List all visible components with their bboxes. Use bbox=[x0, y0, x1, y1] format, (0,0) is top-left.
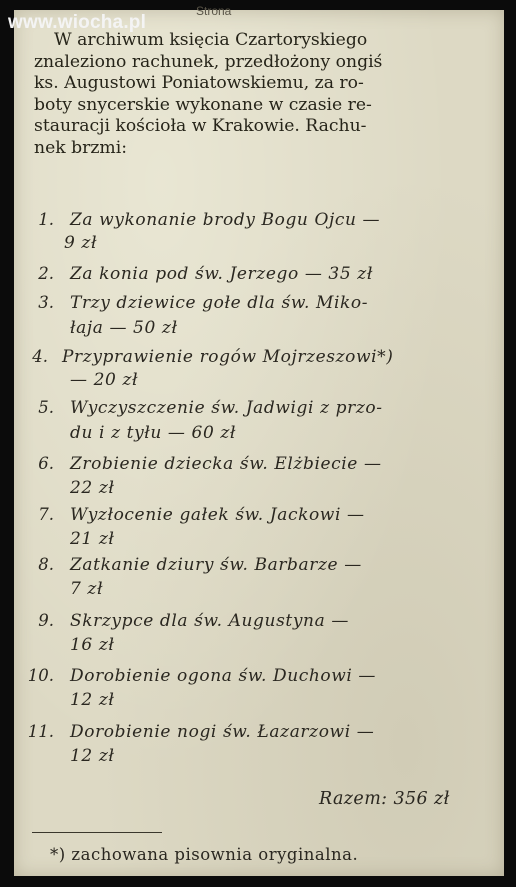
item-text: Skrzypce dla św. Augustyna — bbox=[70, 611, 349, 631]
item-text: Za konia pod św. Jerzego — 35 zł bbox=[70, 264, 373, 284]
item-text: 9 zł bbox=[64, 233, 98, 253]
item-number: 9. bbox=[38, 611, 54, 630]
item-text: Wyzłocenie gałek św. Jackowi — bbox=[70, 505, 365, 525]
item-number: 1. bbox=[38, 210, 54, 229]
item-text: 7 zł bbox=[70, 579, 104, 599]
item-text: du i z tyłu — 60 zł bbox=[70, 423, 237, 443]
intro-line: boty snycerskie wykonane w czasie re- bbox=[34, 94, 372, 115]
item-text: Trzy dziewice gołe dla św. Miko- bbox=[70, 293, 369, 313]
item-text: Zatkanie dziury św. Barbarze — bbox=[70, 555, 362, 575]
bill-total: Razem: 356 zł bbox=[319, 789, 450, 809]
item-number: 10. bbox=[27, 666, 54, 685]
item-text: Dorobienie nogi św. Łazarzowi — bbox=[70, 722, 375, 742]
intro-line: nek brzmi: bbox=[34, 137, 127, 158]
intro-line: stauracji kościoła w Krakowie. Rachu- bbox=[34, 116, 367, 137]
intro-line: ks. Augustowi Poniatowskiemu, za ro- bbox=[34, 73, 364, 94]
item-text: Dorobienie ogona św. Duchowi — bbox=[70, 666, 377, 686]
item-text: Za wykonanie brody Bogu Ojcu — bbox=[70, 210, 381, 230]
item-number: 8. bbox=[38, 555, 54, 574]
item-number: 2. bbox=[38, 264, 54, 283]
item-text: łaja — 50 zł bbox=[70, 318, 178, 338]
clipped-page-heading: Strona bbox=[196, 4, 232, 18]
bill-list bbox=[14, 10, 504, 876]
item-number: 3. bbox=[38, 293, 54, 312]
intro-line: znaleziono rachunek, przedłożony ongiś bbox=[34, 51, 383, 72]
item-text: — 20 zł bbox=[70, 370, 139, 390]
newspaper-clipping bbox=[14, 10, 504, 876]
item-text: 21 zł bbox=[70, 529, 115, 549]
item-text: 22 zł bbox=[70, 478, 115, 498]
site-watermark: www.wiocha.pl bbox=[8, 12, 147, 33]
footnote-divider bbox=[32, 832, 162, 833]
item-number: 7. bbox=[38, 505, 54, 524]
item-number: 5. bbox=[38, 398, 54, 417]
item-number: 6. bbox=[38, 454, 54, 473]
item-text: 16 zł bbox=[70, 635, 115, 655]
footnote: *) zachowana pisownia oryginalna. bbox=[50, 845, 359, 864]
item-text: Wyczyszczenie św. Jadwigi z przo- bbox=[70, 398, 383, 418]
item-number: 4. bbox=[32, 347, 48, 366]
item-text: Przyprawienie rogów Mojrzeszowi*) bbox=[62, 347, 394, 367]
intro-line: W archiwum księcia Czartoryskiego bbox=[54, 30, 368, 50]
item-text: 12 zł bbox=[70, 746, 115, 766]
item-text: 12 zł bbox=[70, 690, 115, 710]
item-text: Zrobienie dziecka św. Elżbiecie — bbox=[70, 454, 382, 474]
item-number: 11. bbox=[27, 722, 54, 741]
